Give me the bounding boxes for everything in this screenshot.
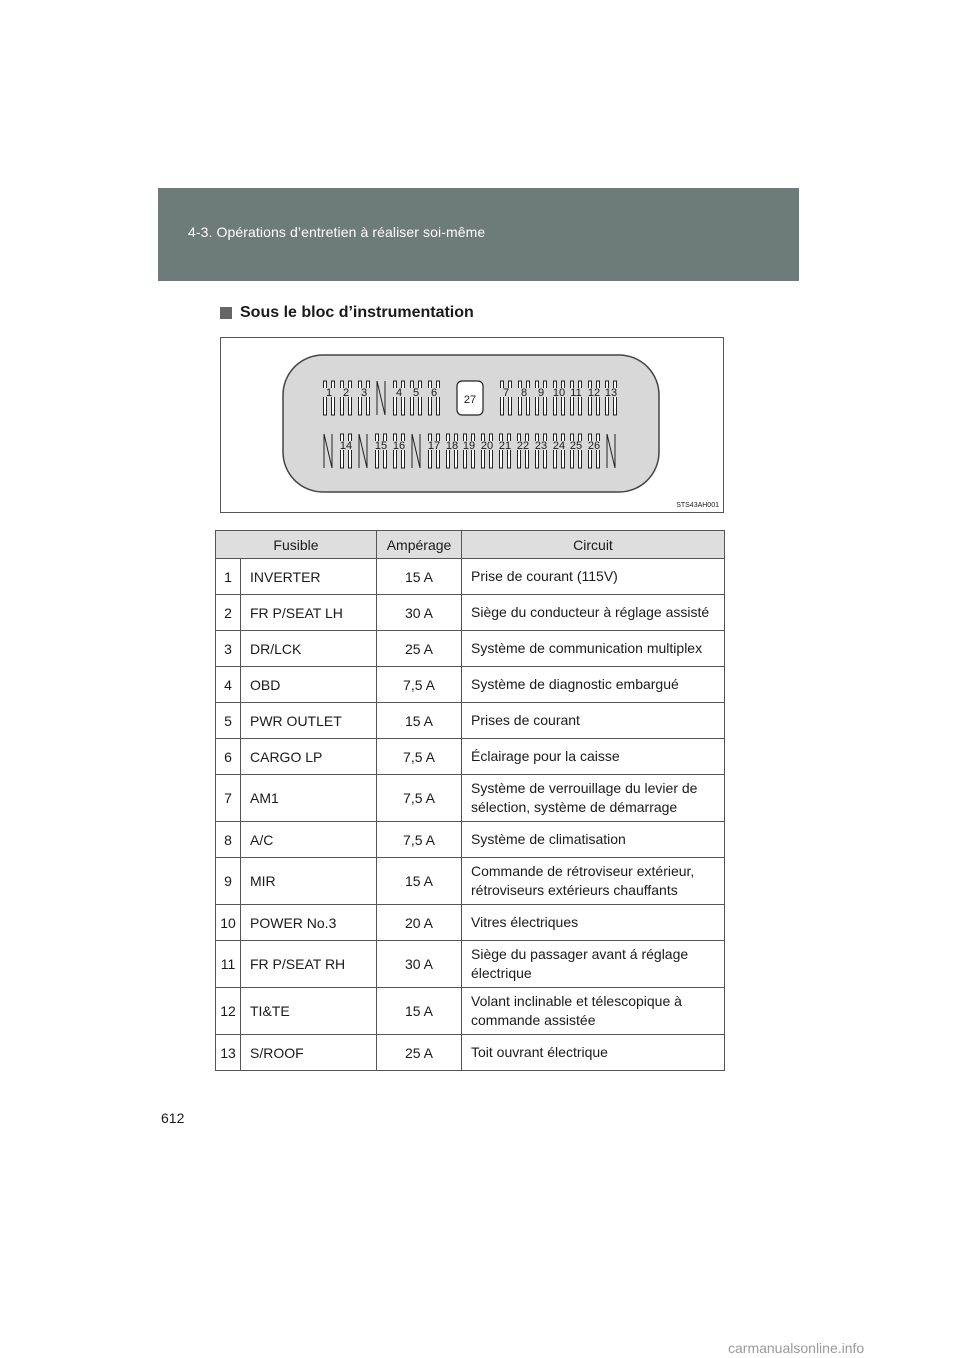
- chapter-header: [158, 188, 799, 281]
- table-row: [216, 595, 725, 631]
- table-row: [216, 775, 725, 822]
- fuse-number: 13: [216, 1035, 241, 1071]
- fuse-amperage: 15 A: [377, 703, 462, 739]
- fuse-label: 5: [412, 387, 420, 399]
- fuse-label: 25: [569, 440, 583, 452]
- fuse-number: 2: [216, 595, 241, 631]
- fuse-circuit: Prises de courant: [462, 703, 725, 739]
- section-title: [220, 304, 474, 322]
- fuse-name: MIR: [241, 858, 377, 905]
- fuse-name: CARGO LP: [241, 739, 377, 775]
- fuse-name: A/C: [241, 822, 377, 858]
- fuse-amperage: 15 A: [377, 988, 462, 1035]
- fuse-circuit: Commande de rétroviseur extérieur, rétroviseurs extérieurs chauffants: [462, 858, 725, 905]
- fuse-number: 5: [216, 703, 241, 739]
- table-row: [216, 941, 725, 988]
- fuse-box-diagram: [220, 337, 724, 513]
- fuse-name: FR P/SEAT LH: [241, 595, 377, 631]
- fuse-name: OBD: [241, 667, 377, 703]
- fuse-name: FR P/SEAT RH: [241, 941, 377, 988]
- fuse-label: 17: [427, 440, 441, 452]
- table-row: [216, 631, 725, 667]
- fuse-label: 8: [520, 387, 528, 399]
- table-row: [216, 559, 725, 595]
- breadcrumb: 4-3. Opérations d’entretien à réaliser soi-même: [188, 224, 486, 240]
- table-row: [216, 1035, 725, 1071]
- fuse-circuit: Siège du conducteur à réglage assisté: [462, 595, 725, 631]
- fuse-box-illustration: [221, 338, 723, 512]
- fuse-label: 1: [325, 387, 333, 399]
- table-row: [216, 703, 725, 739]
- fuse-number: 4: [216, 667, 241, 703]
- large-fuse: [457, 381, 483, 415]
- fuse-label: 15: [374, 440, 388, 452]
- table-row: [216, 667, 725, 703]
- page-number: 612: [161, 1110, 185, 1126]
- fuse-name: DR/LCK: [241, 631, 377, 667]
- fuse-circuit: Système de climatisation: [462, 822, 725, 858]
- fuse-number: 9: [216, 858, 241, 905]
- fuse-circuit: Vitres électriques: [462, 905, 725, 941]
- fuse-amperage: 25 A: [377, 631, 462, 667]
- fuse-number: 6: [216, 739, 241, 775]
- fuse-label: 18: [445, 440, 459, 452]
- fuse-label: 9: [537, 387, 545, 399]
- fuse-name: INVERTER: [241, 559, 377, 595]
- fuse-label: 21: [498, 440, 512, 452]
- fuse-number: 8: [216, 822, 241, 858]
- fuse-number: 12: [216, 988, 241, 1035]
- fuse-label: 10: [552, 387, 566, 399]
- section-title-text: Sous le bloc d’instrumentation: [240, 304, 474, 321]
- fuse-amperage: 30 A: [377, 941, 462, 988]
- fuse-label: 3: [360, 387, 368, 399]
- fuse-circuit: Siège du passager avant á réglage électrique: [462, 941, 725, 988]
- fuse-label: 26: [587, 440, 601, 452]
- fuse-label: 27: [463, 394, 477, 406]
- fuse-label: 16: [392, 440, 406, 452]
- watermark: carmanualsonline.info: [728, 1340, 865, 1356]
- fuse-amperage: 30 A: [377, 595, 462, 631]
- fuse-label: 12: [587, 387, 601, 399]
- fuse-number: 7: [216, 775, 241, 822]
- fuse-number: 3: [216, 631, 241, 667]
- fuse-number: 1: [216, 559, 241, 595]
- fuse-number: 11: [216, 941, 241, 988]
- fuse-label: 20: [480, 440, 494, 452]
- image-code: STS43AH001: [676, 502, 719, 509]
- fuse-circuit: Système de verrouillage du levier de sélection, système de démarrage: [462, 775, 725, 822]
- fuse-label: 24: [552, 440, 566, 452]
- fuse-amperage: 7,5 A: [377, 775, 462, 822]
- fuse-table: [215, 530, 725, 1071]
- header-fuse: Fusible: [216, 531, 377, 559]
- fuse-circuit: Système de communication multiplex: [462, 631, 725, 667]
- header-circuit: Circuit: [462, 531, 725, 559]
- fuse-label: 6: [430, 387, 438, 399]
- fuse-name: AM1: [241, 775, 377, 822]
- fuse-label: 7: [502, 387, 510, 399]
- fuse-amperage: 20 A: [377, 905, 462, 941]
- fuse-amperage: 15 A: [377, 858, 462, 905]
- fuse-label: 13: [604, 387, 618, 399]
- fuse-label: 11: [570, 387, 582, 399]
- fuse-circuit: Toit ouvrant électrique: [462, 1035, 725, 1071]
- fuse-circuit: Système de diagnostic embargué: [462, 667, 725, 703]
- fuse-box-outline: [283, 355, 659, 492]
- fuse-label: 4: [395, 387, 403, 399]
- table-row: [216, 822, 725, 858]
- fuse-label: 2: [342, 387, 350, 399]
- fuse-name: TI&TE: [241, 988, 377, 1035]
- fuse-amperage: 25 A: [377, 1035, 462, 1071]
- table-row: [216, 905, 725, 941]
- table-row: [216, 988, 725, 1035]
- fuse-number: 10: [216, 905, 241, 941]
- square-bullet-icon: [220, 307, 232, 319]
- header-amperage: Ampérage: [377, 531, 462, 559]
- fuse-amperage: 15 A: [377, 559, 462, 595]
- fuse-amperage: 7,5 A: [377, 739, 462, 775]
- fuse-circuit: Volant inclinable et télescopique à commande assistée: [462, 988, 725, 1035]
- fuse-label: 23: [534, 440, 548, 452]
- table-header-row: [216, 531, 725, 559]
- fuse-label: 19: [462, 440, 476, 452]
- fuse-label: 14: [339, 440, 353, 452]
- fuse-name: S/ROOF: [241, 1035, 377, 1071]
- fuse-label: 22: [516, 440, 530, 452]
- fuse-name: PWR OUTLET: [241, 703, 377, 739]
- fuse-name: POWER No.3: [241, 905, 377, 941]
- fuse-circuit: Prise de courant (115V): [462, 559, 725, 595]
- table-row: [216, 739, 725, 775]
- fuse-circuit: Éclairage pour la caisse: [462, 739, 725, 775]
- fuse-amperage: 7,5 A: [377, 822, 462, 858]
- table-row: [216, 858, 725, 905]
- fuse-amperage: 7,5 A: [377, 667, 462, 703]
